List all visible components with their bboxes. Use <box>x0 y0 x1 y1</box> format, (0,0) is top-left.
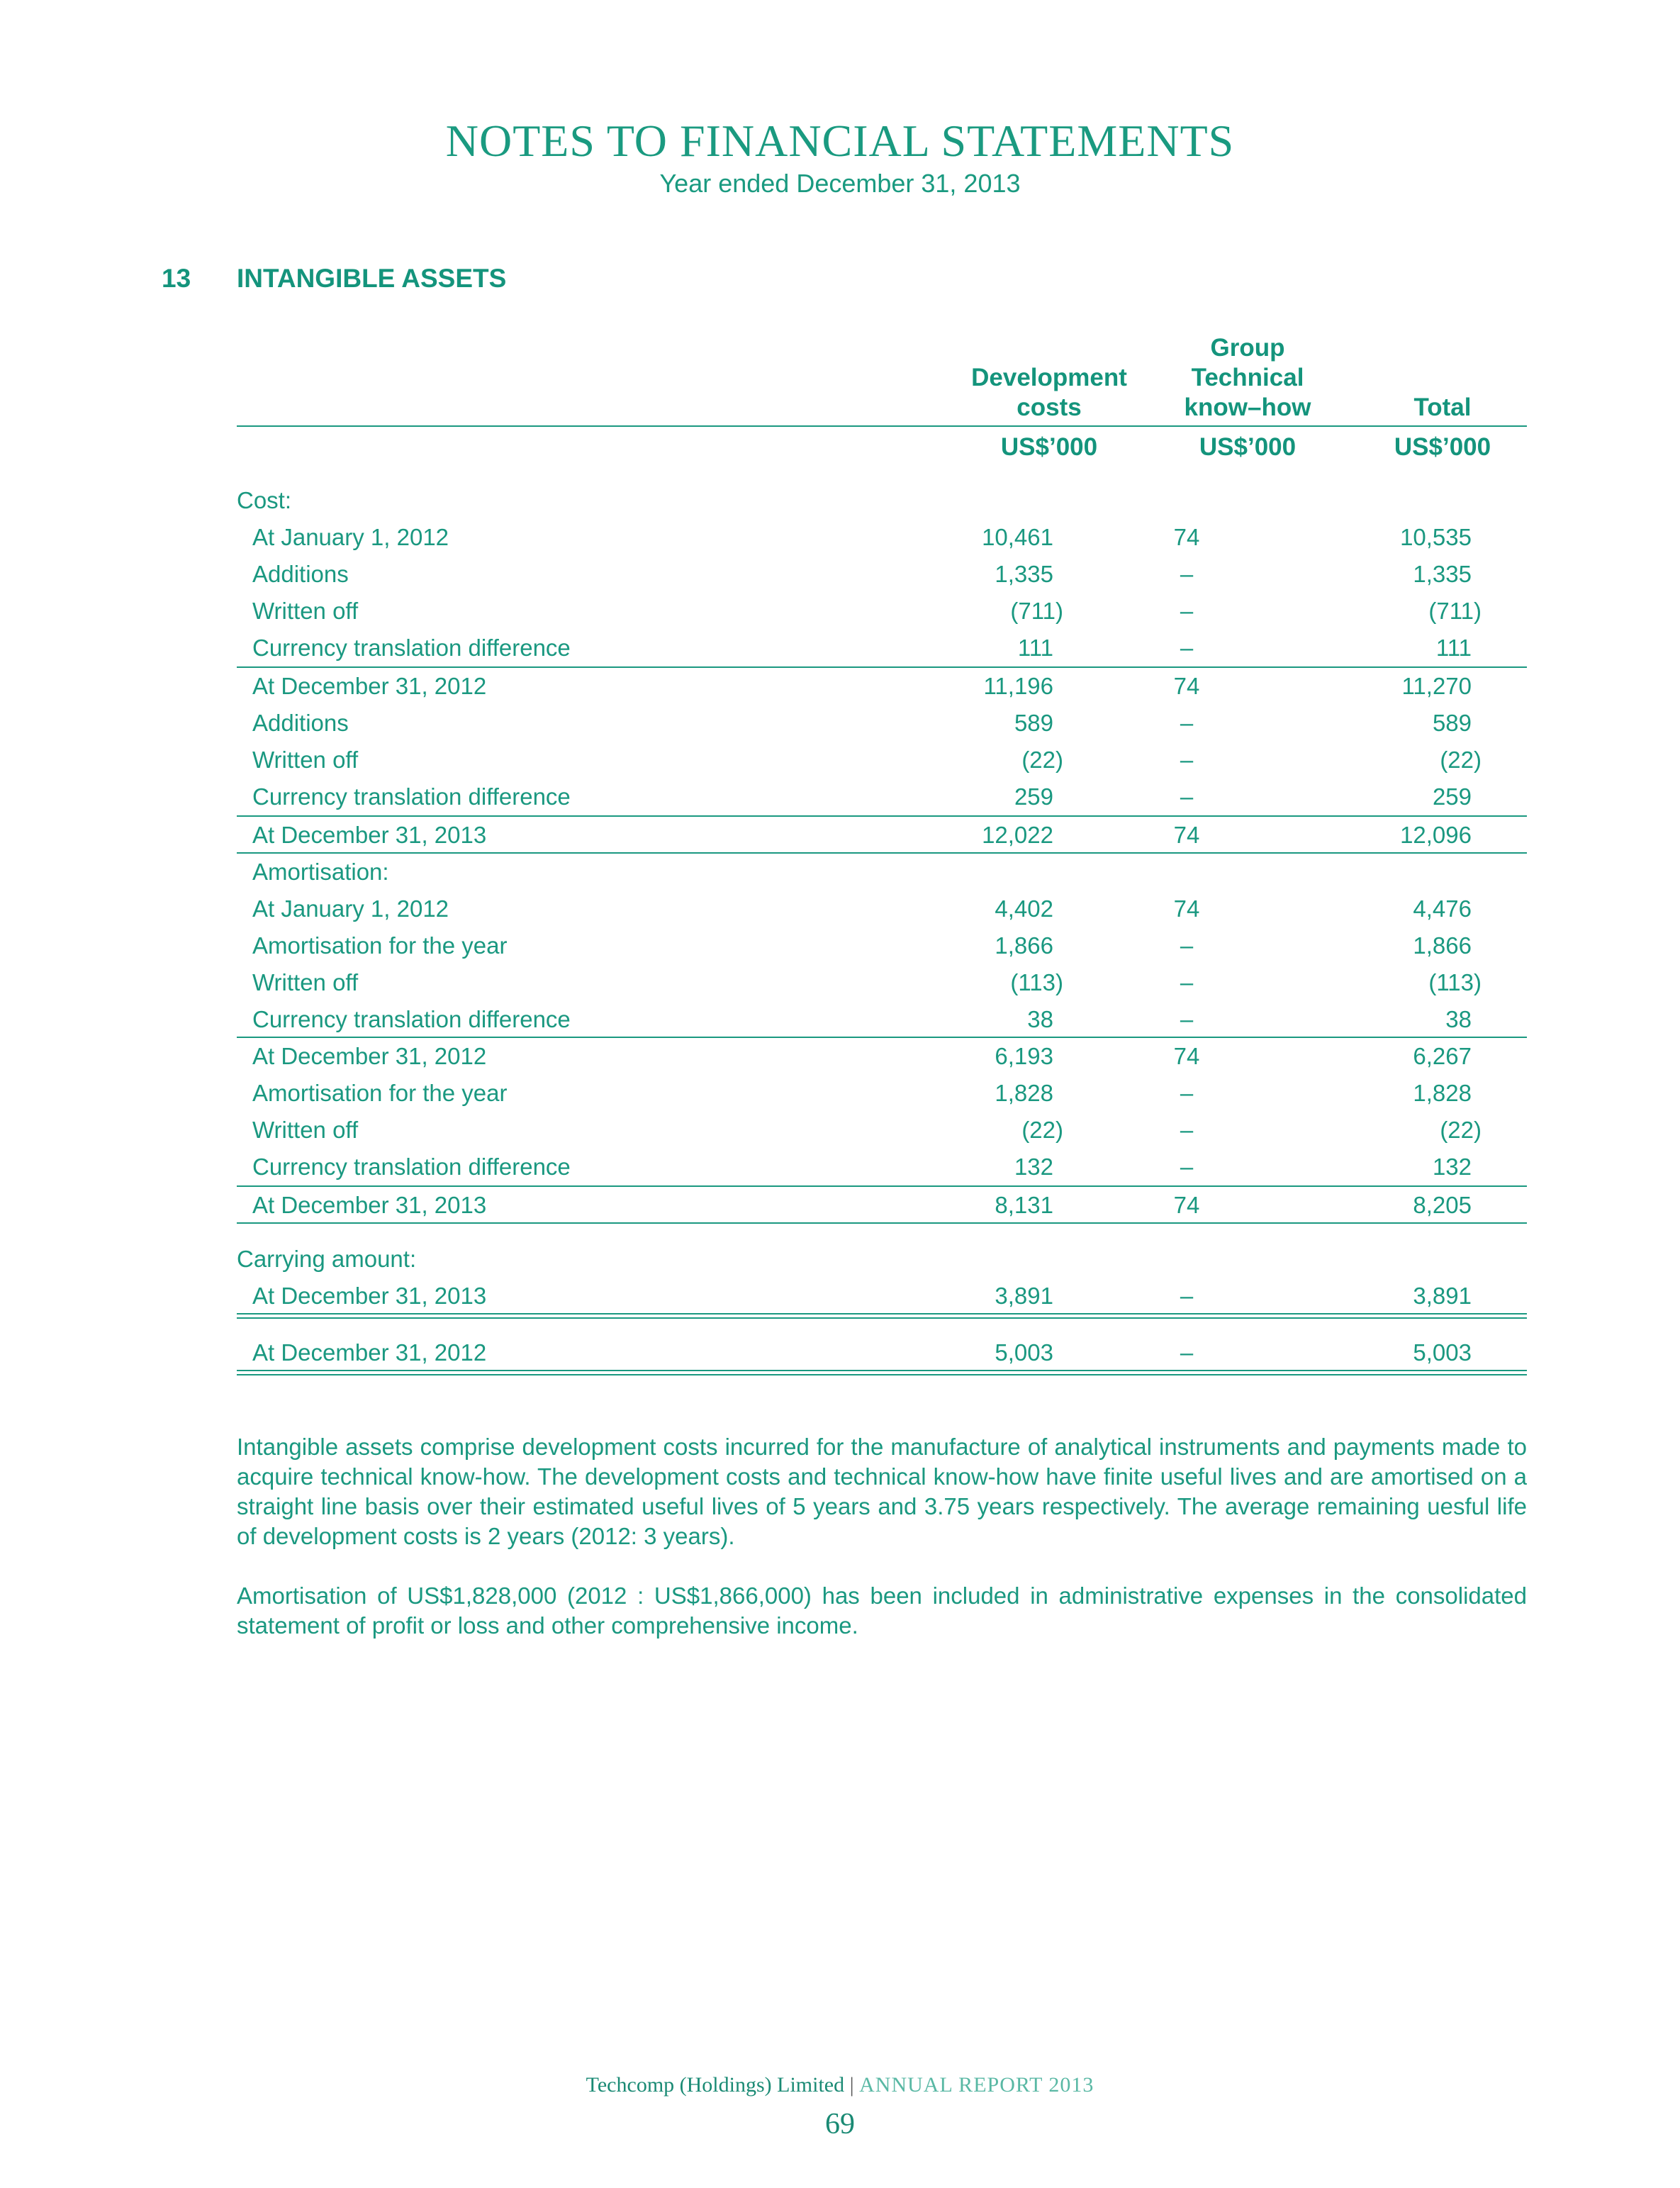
dev-cost-value: 1,866 <box>995 932 1053 959</box>
header-rule <box>237 425 1527 427</box>
tech-value: – <box>1180 1339 1194 1366</box>
table-row <box>237 556 1527 593</box>
total-value: 132 <box>1432 1154 1472 1180</box>
row-label: Additions <box>252 561 349 587</box>
group-label: Group <box>1210 334 1285 362</box>
tech-value: – <box>1180 969 1194 995</box>
double-rule-bottom <box>237 1374 1527 1375</box>
dev-cost-value: 1,335 <box>995 561 1053 587</box>
dev-cost-value: 3,891 <box>995 1283 1053 1309</box>
section-number: 13 <box>162 264 191 293</box>
tech-value: – <box>1180 561 1194 587</box>
tech-value: 74 <box>1173 822 1200 848</box>
dev-cost-value: 4,402 <box>995 895 1053 922</box>
footer-separator: | <box>849 2073 854 2097</box>
table-row <box>237 593 1527 630</box>
total-value: 12,096 <box>1400 822 1472 848</box>
dev-cost-value: 10,461 <box>982 524 1053 550</box>
double-rule-bottom <box>237 1317 1527 1319</box>
footer-report: ANNUAL REPORT 2013 <box>859 2073 1094 2097</box>
total-value: 6,267 <box>1413 1043 1472 1069</box>
total-value: 4,476 <box>1413 895 1472 922</box>
note-paragraph: Intangible assets comprise development costs incurred for the manufacture of analytical instruments and payments made to acquire technical know-how. The development costs and technical know-how have finite useful lives and are amortised on a straight line basis over their estimated useful lives of 5 years and 3.75 years respectively. The average remaining uesful life of development costs is 2 years (2012: 3 years). <box>237 1434 1527 1549</box>
total-value: 259 <box>1432 783 1472 810</box>
col-tech-unit: US$’000 <box>1199 433 1297 461</box>
col-total-line2: Total <box>1413 393 1472 421</box>
total-value: 3,891 <box>1413 1283 1472 1309</box>
row-label: Currency translation difference <box>252 1006 571 1032</box>
total-value: 111 <box>1435 635 1472 661</box>
section-title: INTANGIBLE ASSETS <box>237 264 507 293</box>
tech-value: – <box>1180 598 1194 624</box>
table-row <box>237 519 1527 556</box>
table-row <box>237 817 1527 854</box>
table-row <box>237 1038 1527 1075</box>
col-tech-line2: know–how <box>1184 393 1311 421</box>
col-dev-line1: Development <box>971 364 1127 391</box>
tech-value: – <box>1180 1080 1194 1106</box>
tech-value: – <box>1180 932 1194 959</box>
row-label: Written off <box>252 1117 359 1143</box>
table-row <box>237 1149 1527 1185</box>
row-label: Currency translation difference <box>252 783 571 810</box>
total-value: 5,003 <box>1413 1339 1472 1366</box>
total-value: (711) <box>1428 598 1482 624</box>
table-row <box>237 1075 1527 1112</box>
dev-cost-value: 5,003 <box>995 1339 1053 1366</box>
row-label: Amortisation for the year <box>252 1080 508 1106</box>
col-dev-unit: US$’000 <box>1000 433 1098 461</box>
row-label: Written off <box>252 598 359 624</box>
total-value: 1,828 <box>1413 1080 1472 1106</box>
dev-cost-value: 12,022 <box>982 822 1053 848</box>
row-label: Carrying amount: <box>237 1246 417 1272</box>
row-label: Amortisation: <box>252 859 389 885</box>
tech-value: – <box>1180 1006 1194 1032</box>
col-tech-line1: Technical <box>1191 364 1304 391</box>
table-row <box>237 964 1527 1001</box>
table-row <box>237 778 1527 815</box>
total-value: 10,535 <box>1400 524 1472 550</box>
dev-cost-value: 8,131 <box>995 1192 1053 1218</box>
col-total-unit: US$’000 <box>1394 433 1491 461</box>
row-label: At December 31, 2013 <box>252 1192 487 1218</box>
total-value: 589 <box>1432 710 1472 736</box>
table-row <box>237 630 1527 666</box>
total-value: (22) <box>1440 747 1482 773</box>
table-row <box>237 854 1527 891</box>
row-label: Cost: <box>237 487 292 513</box>
page-number: 69 <box>825 2108 855 2140</box>
dev-cost-value: 38 <box>1027 1006 1053 1032</box>
tech-value: – <box>1180 1117 1194 1143</box>
tech-value: 74 <box>1173 1192 1200 1218</box>
tech-value: – <box>1180 747 1194 773</box>
row-label: At December 31, 2012 <box>252 673 487 699</box>
table-row <box>237 668 1527 705</box>
dev-cost-value: (711) <box>1010 598 1063 624</box>
total-value: 38 <box>1445 1006 1472 1032</box>
tech-value: 74 <box>1173 1043 1200 1069</box>
dev-cost-value: 1,828 <box>995 1080 1053 1106</box>
col-dev-line2: costs <box>1017 393 1082 421</box>
tech-value: – <box>1180 1154 1194 1180</box>
dev-cost-value: 259 <box>1014 783 1053 810</box>
total-value: (22) <box>1440 1117 1482 1143</box>
total-rule <box>237 1222 1527 1224</box>
table-row <box>237 927 1527 964</box>
dev-cost-value: 6,193 <box>995 1043 1053 1069</box>
row-label: At January 1, 2012 <box>252 524 449 550</box>
page-title: NOTES TO FINANCIAL STATEMENTS <box>445 116 1235 166</box>
dev-cost-value: (113) <box>1010 969 1063 995</box>
dev-cost-value: 111 <box>1017 635 1053 661</box>
table-row <box>237 1334 1527 1371</box>
footer-company: Techcomp (Holdings) Limited <box>586 2073 845 2097</box>
total-value: 8,205 <box>1413 1192 1472 1218</box>
double-rule-top <box>237 1370 1527 1371</box>
table-row <box>237 1112 1527 1149</box>
table-row <box>237 1278 1527 1315</box>
total-value: 1,335 <box>1413 561 1472 587</box>
dev-cost-value: 11,196 <box>983 673 1053 699</box>
row-label: At December 31, 2013 <box>252 822 487 848</box>
total-value: (113) <box>1428 969 1482 995</box>
tech-value: 74 <box>1173 895 1200 922</box>
row-label: Currency translation difference <box>252 1154 571 1180</box>
row-label: Additions <box>252 710 349 736</box>
tech-value: – <box>1180 635 1194 661</box>
total-value: 11,270 <box>1401 673 1472 699</box>
table-row <box>237 1241 1527 1278</box>
row-label: Written off <box>252 969 359 995</box>
table-row <box>237 891 1527 927</box>
dev-cost-value: 589 <box>1014 710 1053 736</box>
dev-cost-value: (22) <box>1021 1117 1063 1143</box>
tech-value: 74 <box>1173 524 1200 550</box>
table-row <box>237 482 1527 519</box>
tech-value: – <box>1180 1283 1194 1309</box>
page-subtitle: Year ended December 31, 2013 <box>659 169 1021 198</box>
double-rule-top <box>237 1313 1527 1315</box>
dev-cost-value: (22) <box>1021 747 1063 773</box>
table-row <box>237 1187 1527 1224</box>
note-paragraph: Amortisation of US$1,828,000 (2012 : US$1,866,000) has been included in administrative expenses in the consolidated statement of profit or loss and other comprehensive income. <box>237 1583 1527 1639</box>
row-label: At January 1, 2012 <box>252 895 449 922</box>
table-row <box>237 1001 1527 1038</box>
tech-value: 74 <box>1173 673 1200 699</box>
row-label: Amortisation for the year <box>252 932 508 959</box>
tech-value: – <box>1180 783 1194 810</box>
row-label: Written off <box>252 747 359 773</box>
row-label: Currency translation difference <box>252 635 571 661</box>
tech-value: – <box>1180 710 1194 736</box>
footer <box>0 2073 1680 2097</box>
table-row <box>237 742 1527 778</box>
row-label: At December 31, 2012 <box>252 1339 487 1366</box>
row-label: At December 31, 2012 <box>252 1043 487 1069</box>
total-value: 1,866 <box>1413 932 1472 959</box>
dev-cost-value: 132 <box>1014 1154 1053 1180</box>
row-label: At December 31, 2013 <box>252 1283 487 1309</box>
table-row <box>237 705 1527 742</box>
